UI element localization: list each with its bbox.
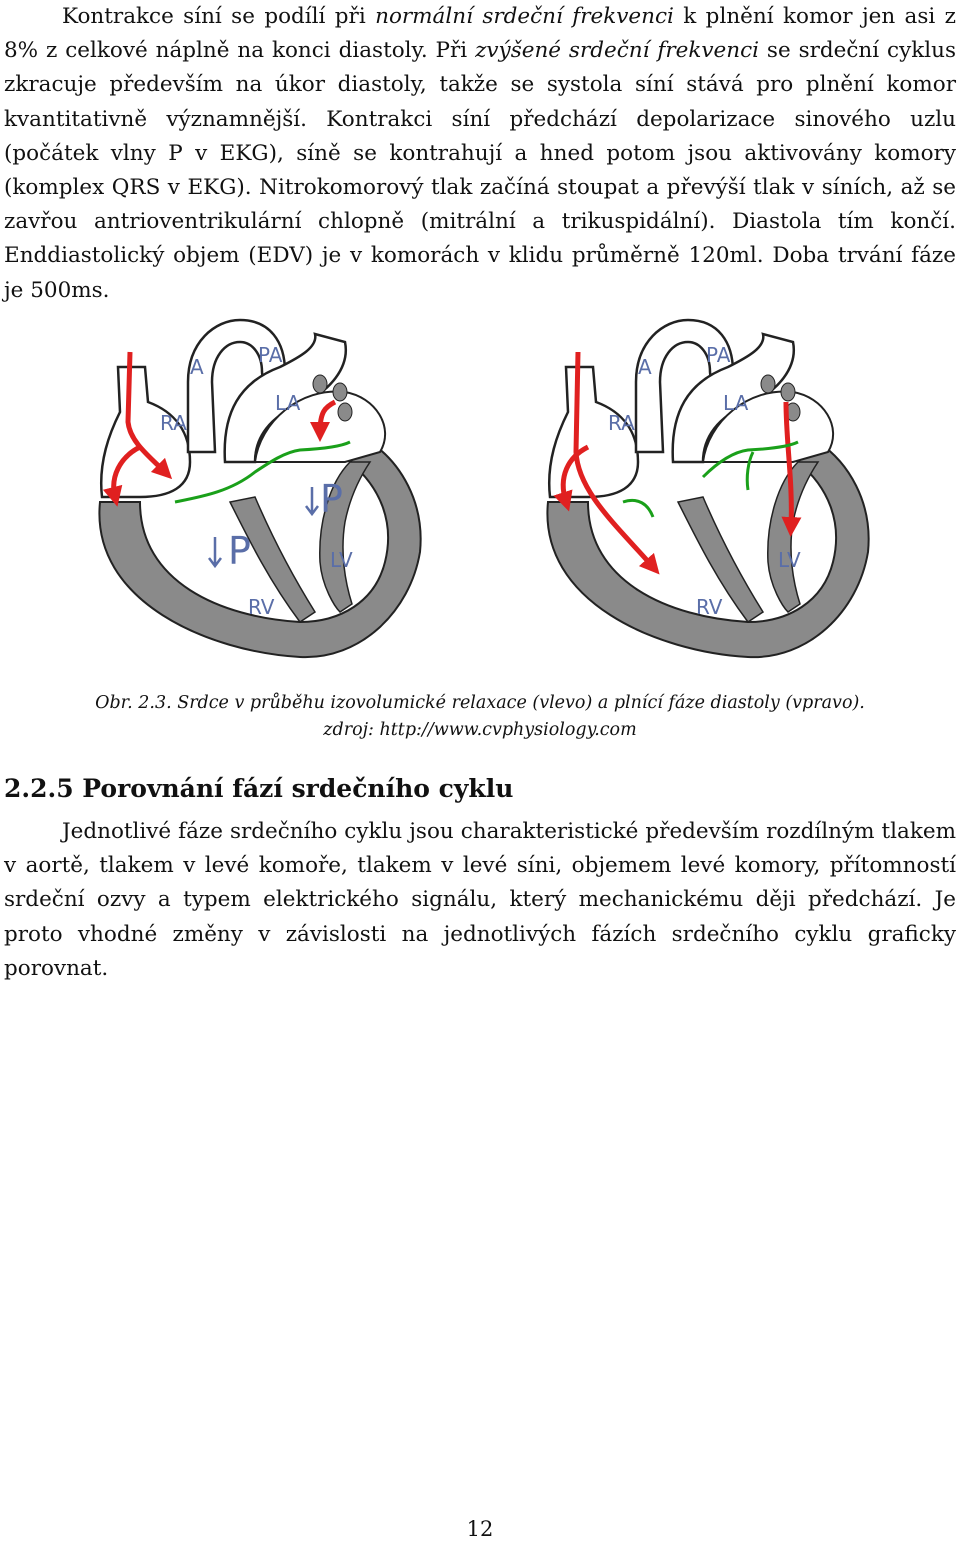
section-heading: 2.2.5 Porovnání fází srdečního cyklu <box>4 774 514 803</box>
left-heart-diagram <box>99 320 420 657</box>
label-aorta: A <box>190 355 204 379</box>
label-left-ventricle: LV <box>330 548 353 572</box>
page-number: 12 <box>466 1517 494 1541</box>
label-pressure-lv: P <box>320 477 343 521</box>
label-pressure-rv: P <box>228 529 251 573</box>
label-pulmonary-artery: PA <box>706 343 731 367</box>
label-pulmonary-artery: PA <box>258 343 283 367</box>
intro-paragraph <box>4 0 956 308</box>
heart-diagrams-figure <box>0 312 960 682</box>
label-left-atrium: LA <box>275 391 301 415</box>
text-run: k plnění komor jen asi z 8% z celkové náplně na konci diastoly. Při <box>4 4 956 64</box>
label-left-ventricle: LV <box>778 548 801 572</box>
figure-caption: Obr. 2.3. Srdce v průběhu izovolumické relaxace (vlevo) a plnící fáze diastoly (vpravo). <box>95 693 865 713</box>
text-run: Kontrakce síní se podílí při <box>62 4 376 29</box>
label-right-atrium: RA <box>160 411 187 435</box>
figure-source: zdroj: http://www.cvphysiology.com <box>323 720 637 740</box>
label-right-ventricle: RV <box>696 595 723 619</box>
label-right-atrium: RA <box>608 411 635 435</box>
right-heart-diagram <box>547 320 868 657</box>
text-run: se srdeční cyklus zkracuje především na úkor diastoly, takže se systola síní stává pro plnění komor kvantitativně významnější. Kontrakci síní předchází depolarizace sinového uzlu (počátek vlny P v EKG), síně se kontrahují a hned potom jsou aktivovány komory (komplex QRS v EKG). Nitrokomorový tlak začíná stoupat a převýší tlak v síních, až se zavřou antrioventrikulární chlopně (mitrální a trikuspidální). Diastola tím končí. Enddiastolický objem (EDV) je v komorách v klidu průměrně 120ml. Doba trvání fáze je 500ms. <box>4 38 956 303</box>
emphasis-increased-heart-rate: zvýšené srdeční frekvenci <box>475 38 760 64</box>
section-paragraph: Jednotlivé fáze srdečního cyklu jsou charakteristické především rozdílným tlakem v aortě, tlakem v levé komoře, tlakem v levé síni, objemem levé komory, přítomností srdeční ozvy a typem elektrického signálu, který mechanickému ději předchází. Je proto vhodné změny v závislosti na jednotlivých fázích srdečního cyklu graficky porovnat. <box>4 819 956 981</box>
emphasis-normal-heart-rate: normální srdeční frekvenci <box>375 4 674 29</box>
label-left-atrium: LA <box>723 391 749 415</box>
label-right-ventricle: RV <box>248 595 275 619</box>
label-aorta: A <box>638 355 652 379</box>
